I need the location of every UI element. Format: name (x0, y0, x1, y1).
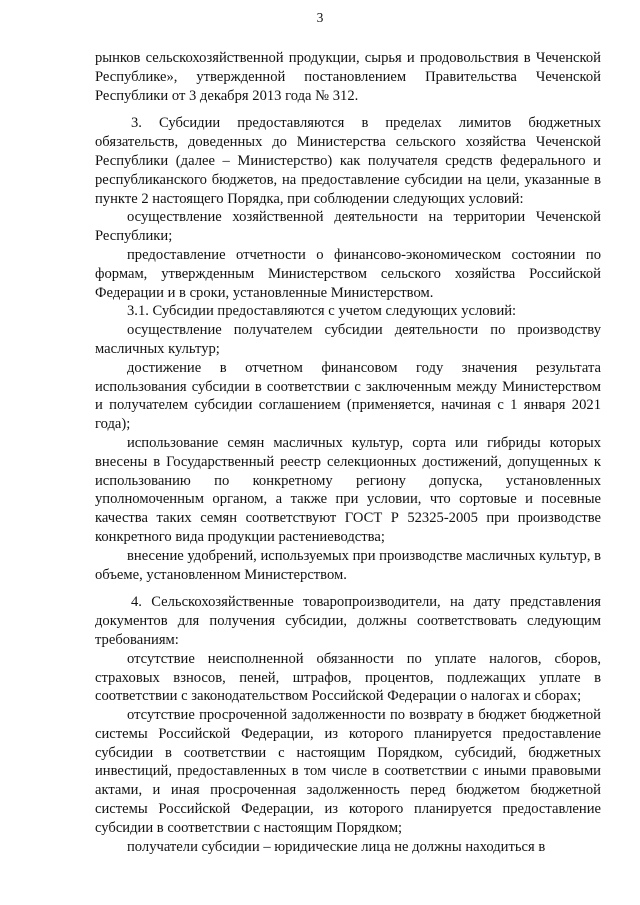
paragraph-condition-fertilizer: внесение удобрений, используемых при производстве масличных культур, в объеме, установленном Министерством. (95, 547, 602, 583)
paragraph-condition-result: достижение в отчетном финансовом году значения результата использования субсидии в соответствии с заключенным между Министерством и получателем субсидии соглашением (применяется, начиная с 1 января 2021 года); (95, 359, 601, 433)
page-number: 3 (316, 10, 324, 25)
paragraph-requirement-debt: отсутствие просроченной задолженности по возврату в бюджет бюджетной системы Российской Федерации, из которого планируется предоставление субсидии в соответствии с настоящим Порядком, субсидий, бюджетных инвестиций, предоставленных в том числе в соответствии с иными правовыми актами, и иная просроченная задолженность перед бюджетом бюджетной системы Российской Федерации, из которого планируется предоставление субсидии в соответствии с настоящим Порядком; (95, 707, 601, 836)
paragraph-condition-production: осуществление получателем субсидии деятельности по производству масличных культур; (95, 322, 601, 357)
paragraph-clause-3: 3. Субсидии предоставляются в пределах лимитов бюджетных обязательств, доведенных до Министерства сельского хозяйства Чеченской Республики (далее – Министерство) как получателя средств федерального и республиканского бюджетов, на предоставление субсидии на цели, указанные в пункте 2 настоящего Порядка, при соблюдении следующих условий: (95, 115, 601, 207)
paragraph-condition-territory: осуществление хозяйственной деятельности на территории Чеченской Республики; (95, 209, 601, 245)
document-body (95, 49, 601, 856)
paragraph-clause-4: 4. Сельскохозяйственные товаропроизводители, на дату представления документов для получения субсидии, должны соответствовать следующим требованиям: (95, 594, 601, 648)
paragraph-clause-3-1: 3.1. Субсидии предоставляются с учетом следующих условий: (127, 303, 517, 320)
paragraph-condition-reporting: предоставление отчетности о финансово-экономическом состоянии по формам, утвержденным Министерством сельского хозяйства Российской Федерации и в сроки, установленные Министерством. (95, 246, 601, 301)
paragraph-requirement-taxes: отсутствие неисполненной обязанности по уплате налогов, сборов, страховых взносов, пеней, штрафов, процентов, подлежащих уплате в соответствии с законодательством Российской Федерации о налогах и сборах; (95, 650, 601, 705)
paragraph-requirement-legal-entities: получатели субсидии – юридические лица не должны находиться в (127, 838, 546, 855)
paragraph-condition-seeds: использование семян масличных культур, сорта или гибриды которых внесены в Государственный реестр селекционных достижений, допущенных к использованию по конкретному региону допуска, установленных уполномоченным органом, а также при условии, что сортовые и посевные качества таких семян соответствуют ГОСТ Р 52325-2005 при производстве конкретного вида продукции растениеводства; (95, 434, 601, 545)
paragraph-continuation: рынков сельскохозяйственной продукции, сырья и продовольствия в Чеченской Республике», утвержденной постановлением Правительства Чеченской Республики от 3 декабря 2013 года № 312. (95, 50, 601, 104)
